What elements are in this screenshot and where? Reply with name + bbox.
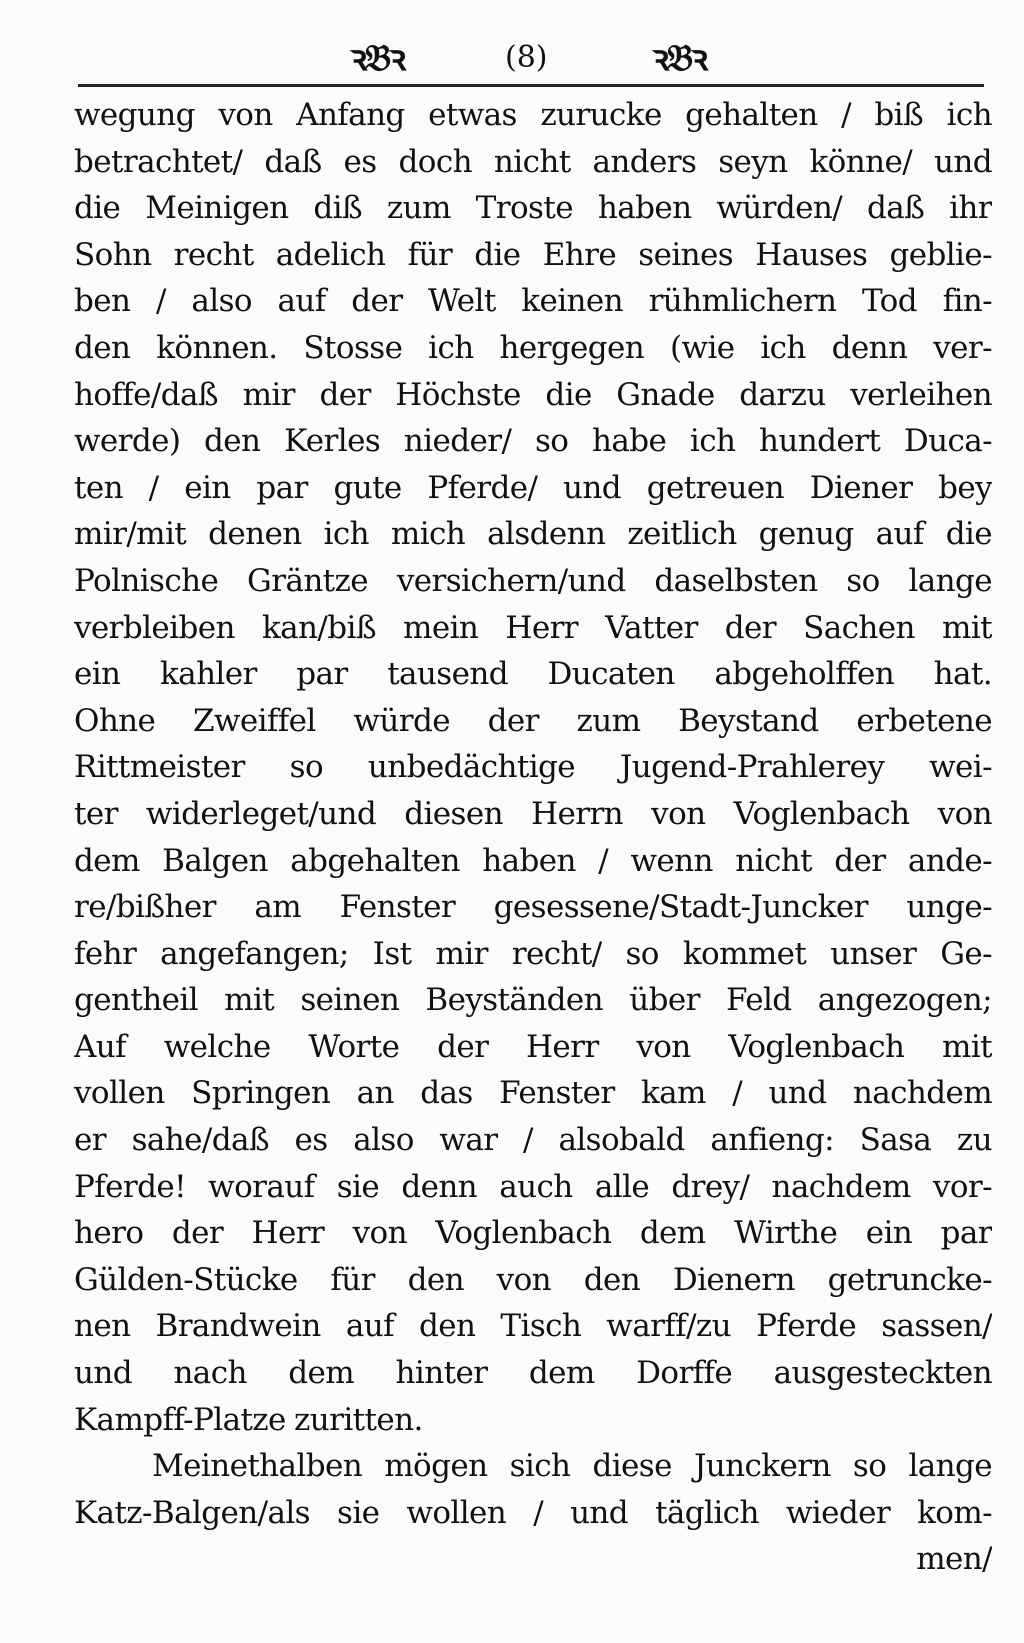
text-line: ten / ein par gute Pferde/ und getreuen Diener bey (74, 469, 992, 506)
text-line: Ohne Zweiffel würde der zum Beystand erbetene (74, 702, 992, 739)
text-line: Pferde! worauf sie denn auch alle drey/ nachdem vor- (74, 1168, 992, 1205)
text-line: Katz-Balgen/als sie wollen / und täglich wieder kom- (74, 1494, 992, 1531)
left-ornament: ꝛ𝔅ꝛ (350, 37, 405, 79)
text-line: hoffe/daß mir der Höchste die Gnade darzu verleihen (74, 376, 992, 413)
text-line: gentheil mit seinen Beyständen über Feld angezogen; (74, 982, 992, 1019)
text-line: mir/mit denen ich mich alsdenn zeitlich genug auf die (74, 516, 992, 553)
text-line: hero der Herr von Voglenbach dem Wirthe ein par (74, 1215, 992, 1252)
text-line: Gülden-Stücke für den von den Dienern getruncke- (74, 1261, 992, 1298)
text-line: fehr angefangen; Ist mir recht/ so kommet unser Ge- (74, 935, 992, 972)
text-line: ter widerleget/und diesen Herrn von Voglenbach von (74, 795, 992, 832)
text-line: die Meinigen diß zum Troste haben würden/ daß ihr (74, 190, 992, 227)
text-line: wegung von Anfang etwas zurucke gehalten / biß ich (74, 97, 992, 133)
catchword: men/ (916, 1541, 992, 1578)
text-line: re/bißher am Fenster gesessene/Stadt-Juncker unge- (74, 889, 992, 926)
text-line: Kampff-Platze zuritten. (74, 1401, 423, 1438)
body-text (74, 92, 992, 1583)
text-line: werde) den Kerles nieder/ so habe ich hundert Duca- (74, 423, 992, 460)
page-number: (8) (505, 40, 548, 75)
text-line: Sohn recht adelich für die Ehre seines Hauses geblie- (74, 236, 992, 273)
text-line: vollen Springen an das Fenster kam / und nachdem (74, 1075, 992, 1112)
text-line: Auf welche Worte der Herr von Voglenbach mit (74, 1028, 992, 1065)
text-line: Rittmeister so unbedächtige Jugend-Prahlerey wei- (74, 749, 992, 786)
page-header (0, 34, 1024, 84)
right-ornament: ꝛ𝔅ꝛ (652, 37, 707, 79)
text-line: ein kahler par tausend Ducaten abgeholffen hat. (74, 656, 992, 693)
text-line: betrachtet/ daß es doch nicht anders seyn könne/ und (74, 143, 992, 180)
text-line: er sahe/daß es also war / alsobald anfieng: Sasa zu (74, 1122, 992, 1159)
text-line: Meinethalben mögen sich diese Junckern so lange (152, 1448, 992, 1485)
text-line: Polnische Gräntze versichern/und daselbsten so lange (74, 562, 992, 599)
text-line: ben / also auf der Welt keinen rühmlichern Tod fin- (74, 283, 992, 320)
header-rule (78, 84, 984, 87)
text-line: und nach dem hinter dem Dorffe ausgesteckten (74, 1355, 992, 1392)
text-line: den können. Stosse ich hergegen (wie ich denn ver- (74, 329, 992, 366)
text-line: verbleiben kan/biß mein Herr Vatter der Sachen mit (74, 609, 992, 646)
text-line: dem Balgen abgehalten haben / wenn nicht der ande- (74, 842, 992, 879)
text-line: nen Brandwein auf den Tisch warff/zu Pferde sassen/ (74, 1308, 992, 1345)
